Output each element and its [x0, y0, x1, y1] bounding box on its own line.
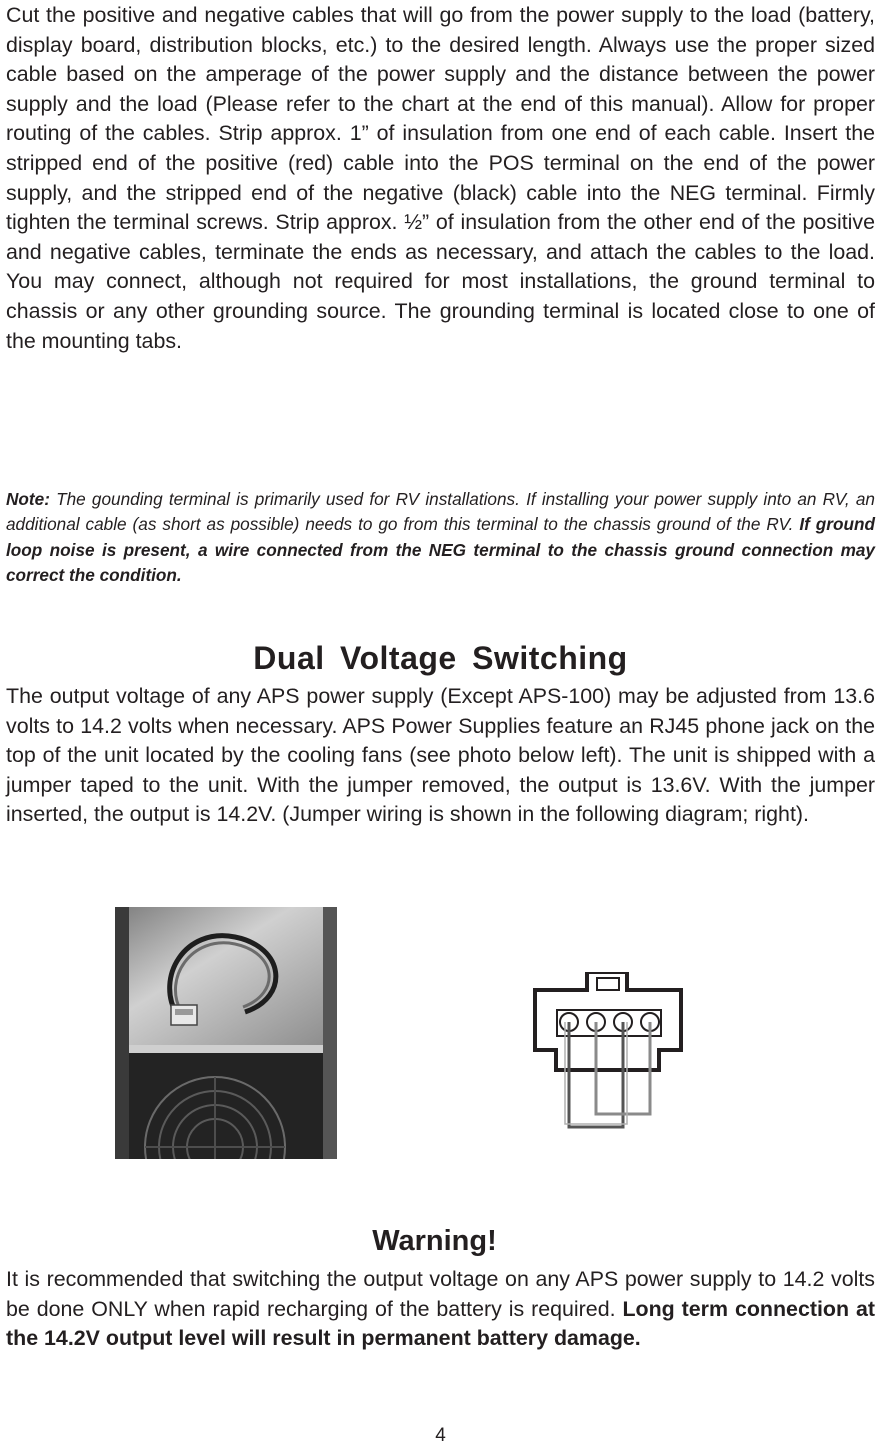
note-label: Note:: [6, 489, 50, 509]
dual-voltage-paragraph: The output voltage of any APS power supply (Except APS-100) may be adjusted from 13.6 volts to 14.2 volts when necessary. APS Power Supplies feature an RJ45 phone jack on the top of the unit located by the cooling fans (see photo below left). The unit is shipped with a jumper taped to the unit. With the jumper removed, the output is 13.6V. With the jumper inserted, the output is 14.2V. (Jumper wiring is shown in the following diagram; right).: [6, 684, 875, 827]
rj45-wiring-icon: [529, 972, 689, 1132]
warning-paragraph: [6, 1265, 875, 1354]
note-paragraph: [6, 487, 875, 589]
jumper-wiring-diagram: [529, 972, 689, 1132]
jumper-photo: [115, 907, 337, 1159]
warning-bold-text: Long term connection at the 14.2V output level will result in permanent battery damage.: [6, 1296, 875, 1351]
installation-paragraph: Cut the positive and negative cables that will go from the power supply to the load (battery, display board, distribution blocks, etc.) to the desired length. Always use the proper sized cable based on the amperage of the power supply and the distance between the power supply and the load (Please refer to the chart at the end of this manual). Allow for proper routing of the cables. Strip approx. 1” of insulation from one end of each cable. Insert the stripped end of the positive (red) cable into the POS terminal on the end of the power supply, and the stripped end of the negative (black) cable into the NEG terminal. Firmly tighten the terminal screws. Strip approx. ½” of insulation from the other end of the positive and negative cables, terminate the ends as necessary, and attach the cables to the load. You may connect, although not required for most installations, the ground terminal to chassis or any other grounding source. The grounding terminal is located close to one of the mounting tabs.: [6, 3, 875, 353]
page-number: 4: [435, 1425, 446, 1446]
dual-voltage-heading: Dual Voltage Switching: [253, 640, 628, 676]
note-bold-text: If ground loop noise is present, a wire connected from the NEG terminal to the chassis ground connection may correct the condition.: [6, 514, 875, 586]
warning-heading: Warning!: [372, 1225, 497, 1257]
warning-text: It is recommended that switching the output voltage on any APS power supply to 14.2 volts be done ONLY when rapid recharging of the battery is required.: [6, 1267, 875, 1321]
note-text: The gounding terminal is primarily used for RV installations. If installing your power supply into an RV, an additional cable (as short as possible) needs to go from this terminal to the chassis ground of the RV.: [6, 489, 875, 535]
jumper-photo-illustration: [115, 907, 337, 1159]
